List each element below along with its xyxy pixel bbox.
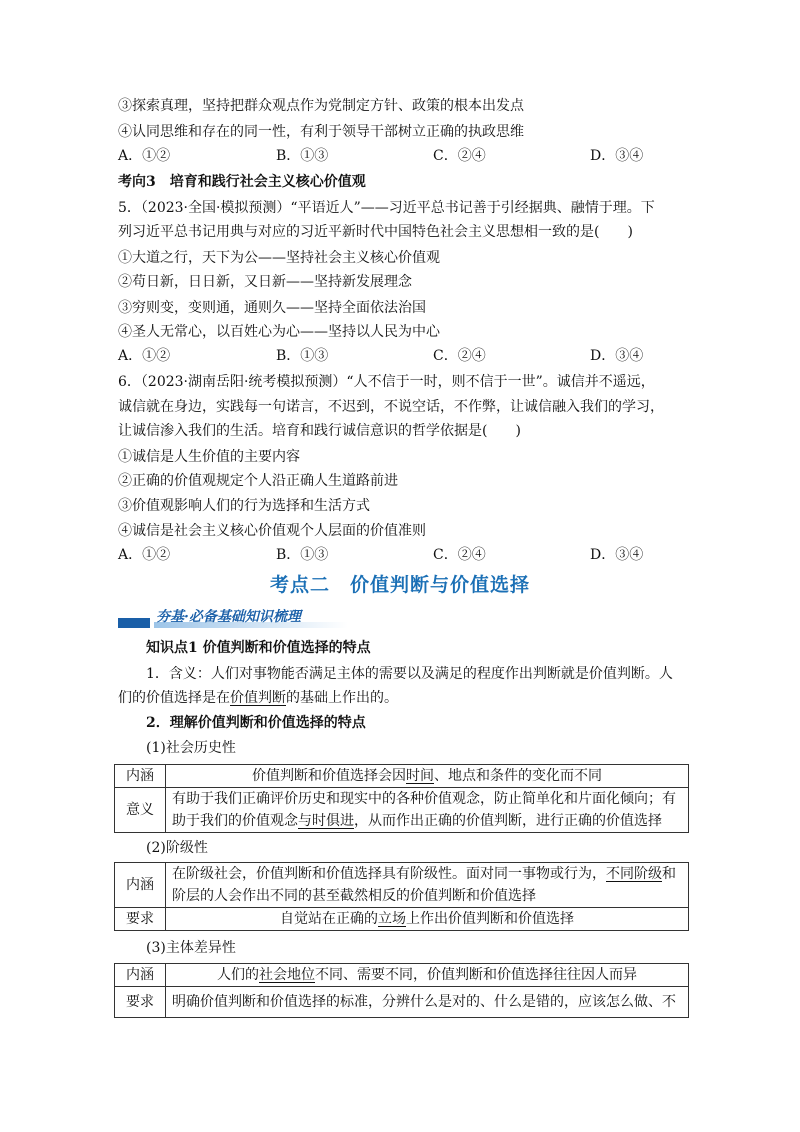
- q6-stem-line1: 6．（2023·湖南岳阳·统考模拟预测）“人不信于一时，则不信于一世”。诚信并不遥远，: [118, 374, 655, 390]
- q5-item-1: ①大道之行，天下为公——坚持社会主义核心价值观: [118, 250, 440, 266]
- blank-social-status: 社会地位: [259, 967, 315, 983]
- q5-option-c[interactable]: C．②④: [433, 348, 486, 364]
- table-row: [115, 987, 689, 1018]
- banner-bar: [118, 618, 150, 628]
- p1-line2: 们的价值选择是在价值判断的基础上作出的。: [118, 690, 398, 706]
- row-value: 人们的社会地位不同、需要不同，价值判断和价值选择往往因人而异: [166, 964, 689, 987]
- banner-text: 夯基·必备基础知识梳理: [156, 609, 301, 625]
- row-value: 明确价值判断和价值选择的标准，分辨什么是对的、什么是错的，应该怎么做、不: [166, 987, 689, 1018]
- q4-option-a[interactable]: A．①②: [118, 148, 171, 164]
- foundation-banner: [118, 606, 348, 628]
- q4-option-c[interactable]: C．②④: [433, 148, 486, 164]
- table-row: [115, 863, 689, 908]
- row-key: 意义: [115, 788, 166, 833]
- q5-item-2: ②苟日新，日日新，又日新——坚持新发展理念: [118, 274, 412, 290]
- q6-item-4: ④诚信是社会主义核心价值观个人层面的价值准则: [118, 523, 426, 539]
- blank-value-judgment: 价值判断: [230, 690, 286, 706]
- q4-item-3: ③探索真理，坚持把群众观点作为党制定方针、政策的根本出发点: [118, 98, 524, 114]
- table-social-historical: [114, 764, 689, 833]
- q5-item-3: ③穷则变，变则通，通则久——坚持全面依法治国: [118, 300, 426, 316]
- table-row: [115, 788, 689, 833]
- blank-keep-pace: 与时俱进: [298, 813, 354, 829]
- row-key: 内涵: [115, 765, 166, 788]
- q4-item-4: ④认同思维和存在的同一性，有利于领导干部树立正确的执政思维: [118, 124, 524, 140]
- q6-item-1: ①诚信是人生价值的主要内容: [118, 449, 300, 465]
- blank-stance: 立场: [378, 911, 406, 927]
- t1-title: (1)社会历史性: [146, 740, 236, 756]
- q6-option-b[interactable]: B．①③: [276, 547, 329, 563]
- q5-option-a[interactable]: A．①②: [118, 348, 171, 364]
- q6-stem-line2: 诚信就在身边，实践每一句诺言，不迟到，不说空话，不作弊，让诚信融入我们的学习，: [118, 399, 664, 415]
- row-value: 在阶级社会，价值判断和价值选择具有阶级性。面对同一事物或行为，不同阶级和 阶层的人会作出不同的甚至截然相反的价值判断和价值选择: [166, 863, 689, 908]
- row-key: 要求: [115, 908, 166, 931]
- q5-option-b[interactable]: B．①③: [276, 348, 329, 364]
- p1-line1: 1．含义：人们对事物能否满足主体的需要以及满足的程度作出判断就是价值判断。人: [146, 666, 673, 682]
- q4-option-d[interactable]: D．③④: [590, 148, 644, 164]
- row-key: 要求: [115, 987, 166, 1018]
- row-key: 内涵: [115, 964, 166, 987]
- table-row: [115, 908, 689, 931]
- q5-option-d[interactable]: D．③④: [590, 348, 644, 364]
- q4-option-b[interactable]: B．①③: [276, 148, 329, 164]
- q6-item-2: ②正确的价值观规定个人沿正确人生道路前进: [118, 473, 398, 489]
- q5-stem-line1: 5．（2023·全国·模拟预测）“平语近人”——习近平总书记善于引经据典、融情于理。下: [118, 200, 655, 216]
- q6-stem-line3: 让诚信渗入我们的生活。培育和践行诚信意识的哲学依据是( ): [118, 423, 521, 439]
- q6-option-c[interactable]: C．②④: [433, 547, 486, 563]
- q5-stem-line2: 列习近平总书记用典与对应的习近平新时代中国特色社会主义思想相一致的是( ): [118, 224, 633, 240]
- q6-item-3: ③价值观影响人们的行为选择和生活方式: [118, 498, 370, 514]
- direction-3-heading: 考向3 培育和践行社会主义核心价值观: [118, 174, 366, 190]
- table-subject-difference: [114, 963, 689, 1018]
- row-value: 自觉站在正确的立场上作出价值判断和价值选择: [166, 908, 689, 931]
- row-key: 内涵: [115, 863, 166, 908]
- q6-option-d[interactable]: D．③④: [590, 547, 644, 563]
- table-row: [115, 765, 689, 788]
- row-value: 有助于我们正确评价历史和现实中的各种价值观念，防止简单化和片面化倾向；有 助于我们的价值观念与时俱进，从而作出正确的价值判断，进行正确的价值选择: [166, 788, 689, 833]
- table-row: [115, 964, 689, 987]
- table-class-nature: [114, 862, 689, 931]
- q6-option-a[interactable]: A．①②: [118, 547, 171, 563]
- blank-different-classes: 不同阶级: [606, 866, 662, 882]
- t2-title: (2)阶级性: [146, 840, 208, 856]
- row-value: 价值判断和价值选择会因时间、地点和条件的变化而不同: [166, 765, 689, 788]
- section-heading: 考点二 价值判断与价值选择: [269, 574, 530, 596]
- p2-title: 2．理解价值判断和价值选择的特点: [146, 715, 366, 731]
- knowledge-point-title: 知识点1 价值判断和价值选择的特点: [146, 640, 371, 656]
- blank-time: 时间: [406, 768, 434, 784]
- t3-title: (3)主体差异性: [146, 940, 236, 956]
- q5-item-4: ④圣人无常心，以百姓心为心——坚持以人民为中心: [118, 324, 440, 340]
